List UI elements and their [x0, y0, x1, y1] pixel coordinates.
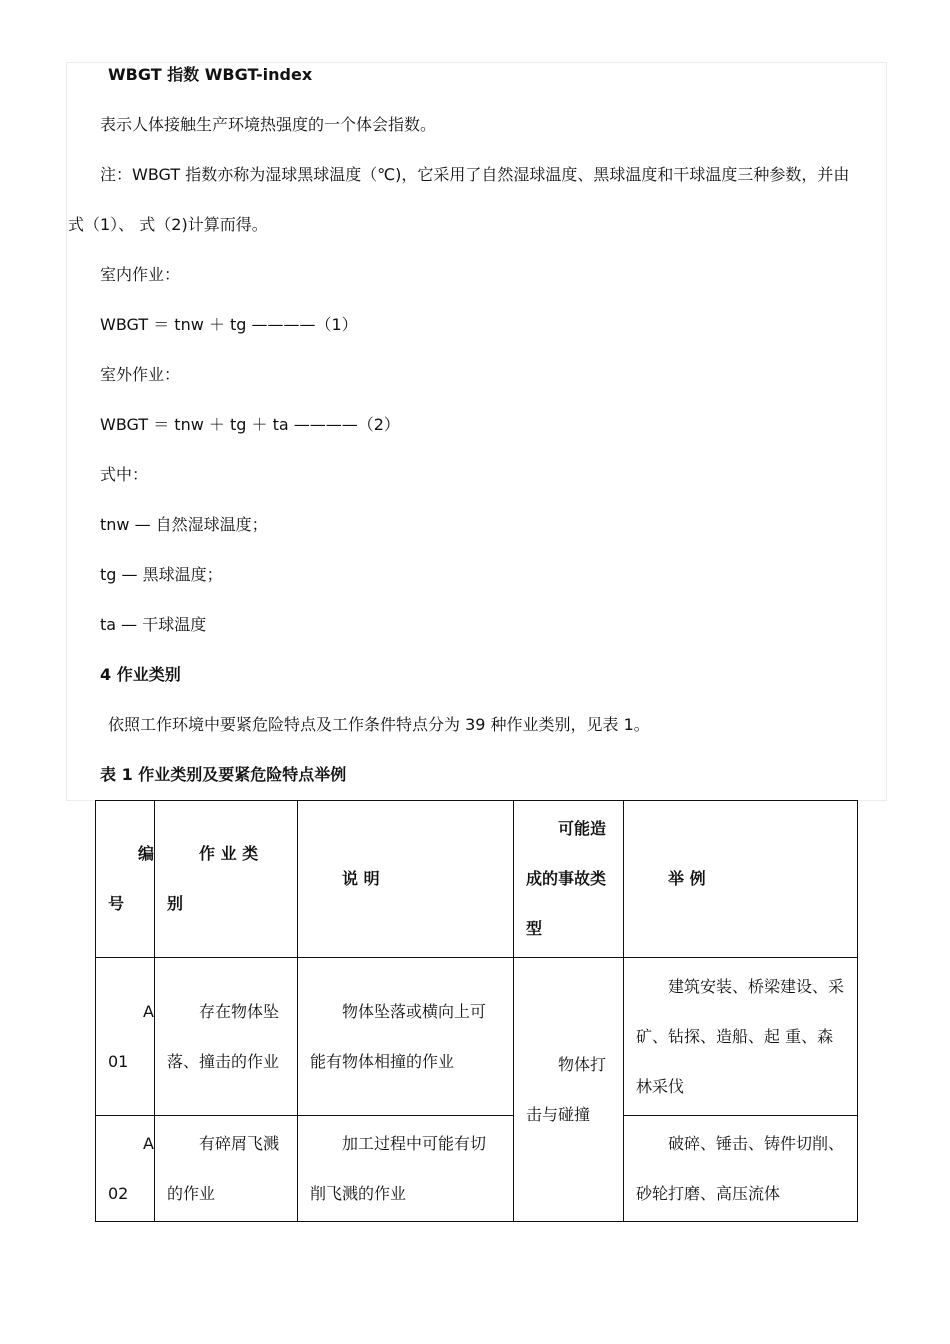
row-category: 存在物体坠 落、撞击的作业 [155, 958, 298, 1116]
table-caption: 表 1 作业类别及要紧危险特点举例 [100, 765, 347, 784]
section-4-title: 4 作业类别 [100, 665, 181, 684]
header-description: 说 明 [298, 801, 514, 958]
note-line-2: 式（1）、 式（2)计算而得。 [68, 215, 268, 234]
table-row [96, 958, 858, 1116]
header-example: 举 例 [624, 801, 858, 958]
header-accident-type: 可能造 成的事故类 型 [514, 801, 624, 958]
definition-tnw: tnw — 自然湿球温度； [100, 515, 268, 534]
row-number: A 01 [96, 958, 155, 1116]
header-number: 编 号 [96, 801, 155, 958]
header-category: 作 业 类 别 [155, 801, 298, 958]
row-example: 破碎、锤击、铸件切削、 砂轮打磨、高压流体 [624, 1116, 858, 1222]
where-label: 式中： [100, 465, 149, 484]
formula-1: WBGT ＝ tnw ＋ tg ————（1） [100, 315, 358, 334]
section-4-text: 依照工作环境中要紧危险特点及工作条件特点分为 39 种作业类别，见表 1。 [108, 715, 650, 734]
indoor-label: 室内作业： [100, 265, 181, 284]
row-number: A 02 [96, 1116, 155, 1222]
formula-2: WBGT ＝ tnw ＋ tg ＋ ta ————（2） [100, 415, 400, 434]
table-row [96, 1116, 858, 1222]
row-accident-type: 物体打 击与碰撞 [514, 958, 624, 1222]
row-example: 建筑安装、桥梁建设、采 矿、钻探、造船、起 重、森 林采伐 [624, 958, 858, 1116]
definition-tg: tg — 黑球温度； [100, 565, 223, 584]
definition-ta: ta — 干球温度 [100, 615, 207, 634]
wbgt-definition: 表示人体接触生产环境热强度的一个体会指数。 [100, 115, 437, 134]
note-line-1: 注：WBGT 指数亦称为湿球黑球温度（℃)，它采用了自然湿球温度、黑球温度和干球温度三种参数，并由 [100, 165, 850, 184]
outdoor-label: 室外作业： [100, 365, 181, 384]
row-category: 有碎屑飞溅 的作业 [155, 1116, 298, 1222]
wbgt-heading: WBGT 指数 WBGT-index [108, 65, 313, 84]
job-category-table [95, 800, 858, 1222]
row-description: 加工过程中可能有切 削飞溅的作业 [298, 1116, 514, 1222]
row-description: 物体坠落或横向上可 能有物体相撞的作业 [298, 958, 514, 1116]
table-header-row [96, 801, 858, 958]
